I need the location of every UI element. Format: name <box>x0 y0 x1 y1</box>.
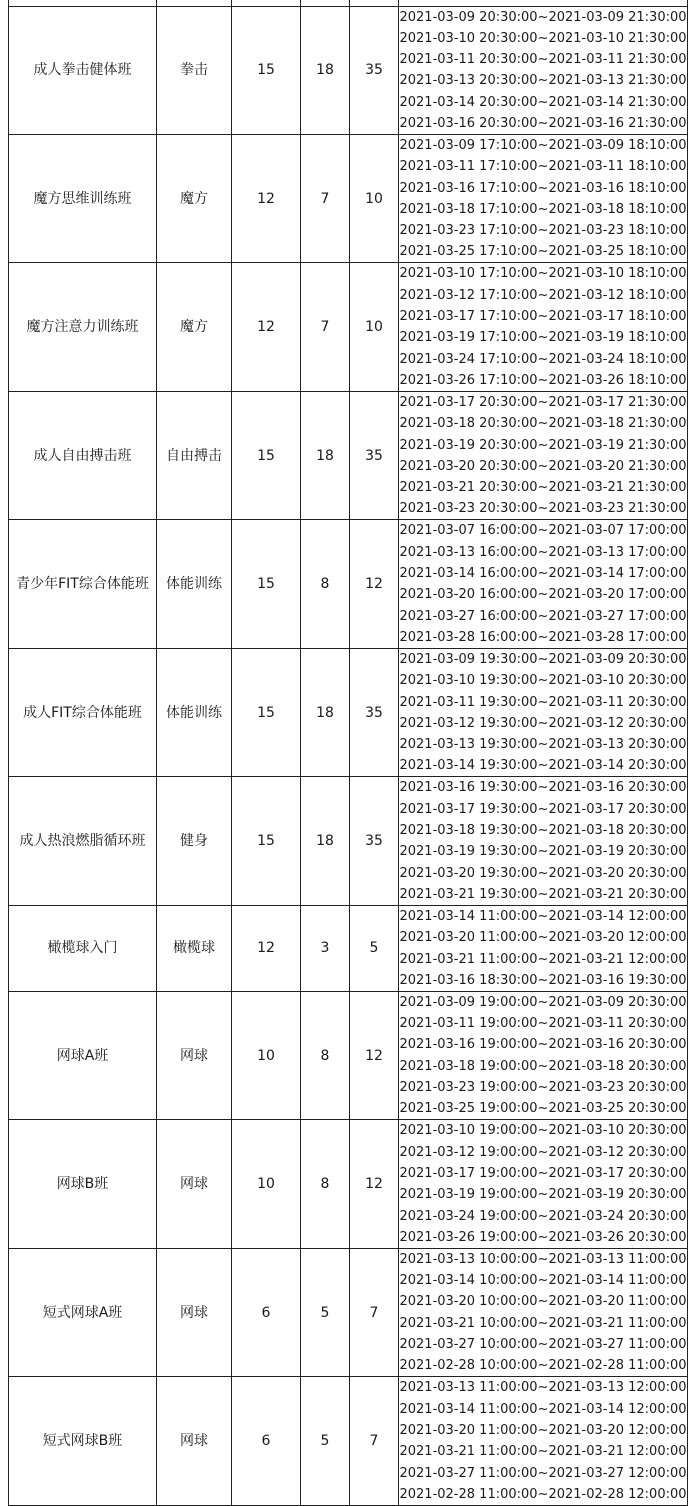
time-slot: 2021-03-11 19:00:00~2021-03-11 20:30:00 <box>399 1016 687 1032</box>
table-row <box>9 648 688 776</box>
time-slot: 2021-03-27 11:00:00~2021-03-27 12:00:00 <box>399 1465 687 1481</box>
course-name-cell: 网球A班 <box>9 991 157 1119</box>
count-cell-1: 15 <box>232 777 301 905</box>
course-name-cell: 成人FIT综合体能班 <box>9 648 157 776</box>
table-row <box>9 905 688 991</box>
count-cell-3: 12 <box>350 991 399 1119</box>
time-slot: 2021-03-19 19:00:00~2021-03-19 20:30:00 <box>399 1187 687 1203</box>
count-cell-1: 10 <box>232 991 301 1119</box>
time-slot: 2021-03-21 10:00:00~2021-03-21 11:00:00 <box>399 1315 687 1331</box>
count-cell-3: 12 <box>350 1120 399 1248</box>
time-slot: 2021-03-18 19:00:00~2021-03-18 20:30:00 <box>399 1058 687 1074</box>
count-cell-2: 5 <box>301 1248 350 1376</box>
time-slot: 2021-03-20 20:30:00~2021-03-20 21:30:00 <box>399 458 687 474</box>
time-slot: 2021-03-20 19:30:00~2021-03-20 20:30:00 <box>399 865 687 881</box>
time-slot: 2021-03-26 19:00:00~2021-03-26 20:30:00 <box>399 1229 687 1245</box>
time-slot: 2021-03-25 17:10:00~2021-03-25 18:10:00 <box>399 244 687 260</box>
time-slot: 2021-03-21 20:30:00~2021-03-21 21:30:00 <box>399 480 687 496</box>
schedule-cell <box>399 777 688 905</box>
count-cell-1: 15 <box>232 520 301 648</box>
time-slot: 2021-03-14 10:00:00~2021-03-14 11:00:00 <box>399 1273 687 1289</box>
time-slot: 2021-02-28 10:00:00~2021-02-28 11:00:00 <box>399 1358 687 1374</box>
time-slot: 2021-03-19 20:30:00~2021-03-19 21:30:00 <box>399 437 687 453</box>
table-row <box>9 134 688 262</box>
schedule-cell <box>399 391 688 519</box>
schedule-sheet <box>8 0 687 1502</box>
schedule-cell <box>399 6 688 134</box>
time-slot: 2021-03-13 11:00:00~2021-03-13 12:00:00 <box>399 1380 687 1396</box>
count-cell-2: 8 <box>301 1120 350 1248</box>
count-cell-3: 7 <box>350 1248 399 1376</box>
course-name-cell: 魔方注意力训练班 <box>9 263 157 391</box>
time-slot: 2021-03-17 19:00:00~2021-03-17 20:30:00 <box>399 1165 687 1181</box>
category-cell: 健身 <box>157 777 232 905</box>
category-cell: 魔方 <box>157 263 232 391</box>
course-name-cell: 成人热浪燃脂循环班 <box>9 777 157 905</box>
time-slot: 2021-03-10 19:30:00~2021-03-10 20:30:00 <box>399 673 687 689</box>
time-slot: 2021-03-19 17:10:00~2021-03-19 18:10:00 <box>399 330 687 346</box>
schedule-cell <box>399 1120 688 1248</box>
schedule-cell <box>399 263 688 391</box>
time-slot: 2021-03-26 17:10:00~2021-03-26 18:10:00 <box>399 372 687 388</box>
table-row <box>9 1377 688 1505</box>
time-slot: 2021-03-10 19:00:00~2021-03-10 20:30:00 <box>399 1123 687 1139</box>
time-slot: 2021-03-17 20:30:00~2021-03-17 21:30:00 <box>399 394 687 410</box>
course-name-cell: 橄榄球入门 <box>9 905 157 991</box>
time-slot: 2021-03-24 17:10:00~2021-03-24 18:10:00 <box>399 351 687 367</box>
course-name-cell: 网球B班 <box>9 1120 157 1248</box>
count-cell-3: 10 <box>350 263 399 391</box>
count-cell-2: 18 <box>301 391 350 519</box>
time-slot: 2021-03-16 19:00:00~2021-03-16 20:30:00 <box>399 1037 687 1053</box>
time-slot: 2021-03-20 11:00:00~2021-03-20 12:00:00 <box>399 1422 687 1438</box>
count-cell-3: 35 <box>350 391 399 519</box>
count-cell-2: 3 <box>301 905 350 991</box>
course-name-cell: 短式网球A班 <box>9 1248 157 1376</box>
time-slot: 2021-03-16 20:30:00~2021-03-16 21:30:00 <box>399 115 687 131</box>
count-cell-1: 6 <box>232 1248 301 1376</box>
count-cell-2: 18 <box>301 777 350 905</box>
table-row <box>9 777 688 905</box>
time-slot: 2021-03-14 20:30:00~2021-03-14 21:30:00 <box>399 94 687 110</box>
count-cell-1: 15 <box>232 648 301 776</box>
category-cell: 自由搏击 <box>157 391 232 519</box>
time-slot: 2021-03-17 19:30:00~2021-03-17 20:30:00 <box>399 801 687 817</box>
table-row <box>9 991 688 1119</box>
time-slot: 2021-03-14 16:00:00~2021-03-14 17:00:00 <box>399 566 687 582</box>
time-slot: 2021-03-18 19:30:00~2021-03-18 20:30:00 <box>399 823 687 838</box>
time-slot: 2021-03-11 17:10:00~2021-03-11 18:10:00 <box>399 159 687 175</box>
category-cell: 网球 <box>157 991 232 1119</box>
category-cell: 网球 <box>157 1377 232 1505</box>
category-cell: 魔方 <box>157 134 232 262</box>
time-slot: 2021-03-20 10:00:00~2021-03-20 11:00:00 <box>399 1294 687 1310</box>
time-slot: 2021-03-20 16:00:00~2021-03-20 17:00:00 <box>399 587 687 603</box>
count-cell-2: 18 <box>301 648 350 776</box>
schedule-cell <box>399 905 688 991</box>
count-cell-3: 35 <box>350 648 399 776</box>
count-cell-1: 12 <box>232 905 301 991</box>
count-cell-3: 7 <box>350 1377 399 1505</box>
category-cell: 橄榄球 <box>157 905 232 991</box>
time-slot: 2021-03-14 11:00:00~2021-03-14 12:00:00 <box>399 908 687 924</box>
time-slot: 2021-03-21 11:00:00~2021-03-21 12:00:00 <box>399 951 687 967</box>
course-name-cell: 成人自由搏击班 <box>9 391 157 519</box>
count-cell-2: 8 <box>301 520 350 648</box>
course-name-cell: 魔方思维训练班 <box>9 134 157 262</box>
time-slot: 2021-03-07 16:00:00~2021-03-07 17:00:00 <box>399 523 687 539</box>
course-schedule-table <box>8 0 688 1506</box>
schedule-cell <box>399 134 688 262</box>
table-row <box>9 1120 688 1248</box>
time-slot: 2021-03-17 17:10:00~2021-03-17 18:10:00 <box>399 309 687 325</box>
time-slot: 2021-03-27 10:00:00~2021-03-27 11:00:00 <box>399 1337 687 1353</box>
count-cell-3: 35 <box>350 6 399 134</box>
count-cell-2: 7 <box>301 263 350 391</box>
time-slot: 2021-03-13 16:00:00~2021-03-13 17:00:00 <box>399 544 687 560</box>
time-slot: 2021-03-12 17:10:00~2021-03-12 18:10:00 <box>399 287 687 303</box>
time-slot: 2021-03-21 11:00:00~2021-03-21 12:00:00 <box>399 1444 687 1460</box>
time-slot: 2021-03-09 19:00:00~2021-03-09 20:30:00 <box>399 994 687 1010</box>
schedule-cell <box>399 1248 688 1376</box>
time-slot: 2021-03-11 20:30:00~2021-03-11 21:30:00 <box>399 52 687 68</box>
time-slot: 2021-03-14 19:30:00~2021-03-14 20:30:00 <box>399 758 687 774</box>
time-slot: 2021-03-13 10:00:00~2021-03-13 11:00:00 <box>399 1251 687 1267</box>
table-row <box>9 263 688 391</box>
course-name-cell: 成人拳击健体班 <box>9 6 157 134</box>
time-slot: 2021-02-28 11:00:00~2021-02-28 12:00:00 <box>399 1486 687 1502</box>
time-slot: 2021-03-27 16:00:00~2021-03-27 17:00:00 <box>399 608 687 624</box>
time-slot: 2021-03-10 20:30:00~2021-03-10 21:30:00 <box>399 30 687 46</box>
count-cell-2: 7 <box>301 134 350 262</box>
count-cell-1: 15 <box>232 6 301 134</box>
time-slot: 2021-03-16 18:30:00~2021-03-16 19:30:00 <box>399 972 687 988</box>
time-slot: 2021-03-19 19:30:00~2021-03-19 20:30:00 <box>399 844 687 860</box>
time-slot: 2021-03-09 20:30:00~2021-03-09 21:30:00 <box>399 9 687 25</box>
count-cell-3: 10 <box>350 134 399 262</box>
time-slot: 2021-03-16 19:30:00~2021-03-16 20:30:00 <box>399 780 687 796</box>
course-name-cell: 短式网球B班 <box>9 1377 157 1505</box>
time-slot: 2021-03-24 19:00:00~2021-03-24 20:30:00 <box>399 1208 687 1224</box>
table-row <box>9 520 688 648</box>
count-cell-1: 15 <box>232 391 301 519</box>
count-cell-3: 5 <box>350 905 399 991</box>
count-cell-1: 12 <box>232 134 301 262</box>
count-cell-1: 6 <box>232 1377 301 1505</box>
schedule-cell <box>399 1377 688 1505</box>
schedule-cell <box>399 648 688 776</box>
time-slot: 2021-03-18 20:30:00~2021-03-18 21:30:00 <box>399 416 687 432</box>
time-slot: 2021-03-21 19:30:00~2021-03-21 20:30:00 <box>399 886 687 902</box>
count-cell-3: 35 <box>350 777 399 905</box>
time-slot: 2021-03-14 11:00:00~2021-03-14 12:00:00 <box>399 1401 687 1417</box>
category-cell: 网球 <box>157 1248 232 1376</box>
time-slot: 2021-03-23 20:30:00~2021-03-23 21:30:00 <box>399 501 687 517</box>
category-cell: 体能训练 <box>157 648 232 776</box>
category-cell: 体能训练 <box>157 520 232 648</box>
course-name-cell: 青少年FIT综合体能班 <box>9 520 157 648</box>
time-slot: 2021-03-11 19:30:00~2021-03-11 20:30:00 <box>399 694 687 710</box>
count-cell-3: 12 <box>350 520 399 648</box>
count-cell-1: 10 <box>232 1120 301 1248</box>
time-slot: 2021-03-09 17:10:00~2021-03-09 18:10:00 <box>399 137 687 153</box>
count-cell-2: 5 <box>301 1377 350 1505</box>
time-slot: 2021-03-16 17:10:00~2021-03-16 18:10:00 <box>399 180 687 196</box>
schedule-cell <box>399 991 688 1119</box>
time-slot: 2021-03-10 17:10:00~2021-03-10 18:10:00 <box>399 266 687 282</box>
time-slot: 2021-03-23 19:00:00~2021-03-23 20:30:00 <box>399 1080 687 1096</box>
table-row <box>9 1248 688 1376</box>
table-body <box>9 0 688 1505</box>
count-cell-2: 18 <box>301 6 350 134</box>
table-row <box>9 6 688 134</box>
time-slot: 2021-03-13 20:30:00~2021-03-13 21:30:00 <box>399 73 687 89</box>
time-slot: 2021-03-28 16:00:00~2021-03-28 17:00:00 <box>399 629 687 645</box>
count-cell-1: 12 <box>232 263 301 391</box>
time-slot: 2021-03-12 19:00:00~2021-03-12 20:30:00 <box>399 1144 687 1160</box>
time-slot: 2021-03-09 19:30:00~2021-03-09 20:30:00 <box>399 651 687 667</box>
table-row <box>9 391 688 519</box>
schedule-cell <box>399 520 688 648</box>
time-slot: 2021-03-23 17:10:00~2021-03-23 18:10:00 <box>399 223 687 239</box>
time-slot: 2021-03-18 17:10:00~2021-03-18 18:10:00 <box>399 201 687 217</box>
time-slot: 2021-03-13 19:30:00~2021-03-13 20:30:00 <box>399 737 687 753</box>
time-slot: 2021-03-25 19:00:00~2021-03-25 20:30:00 <box>399 1101 687 1117</box>
time-slot: 2021-03-20 11:00:00~2021-03-20 12:00:00 <box>399 930 687 946</box>
category-cell: 拳击 <box>157 6 232 134</box>
time-slot: 2021-03-12 19:30:00~2021-03-12 20:30:00 <box>399 715 687 731</box>
category-cell: 网球 <box>157 1120 232 1248</box>
count-cell-2: 8 <box>301 991 350 1119</box>
